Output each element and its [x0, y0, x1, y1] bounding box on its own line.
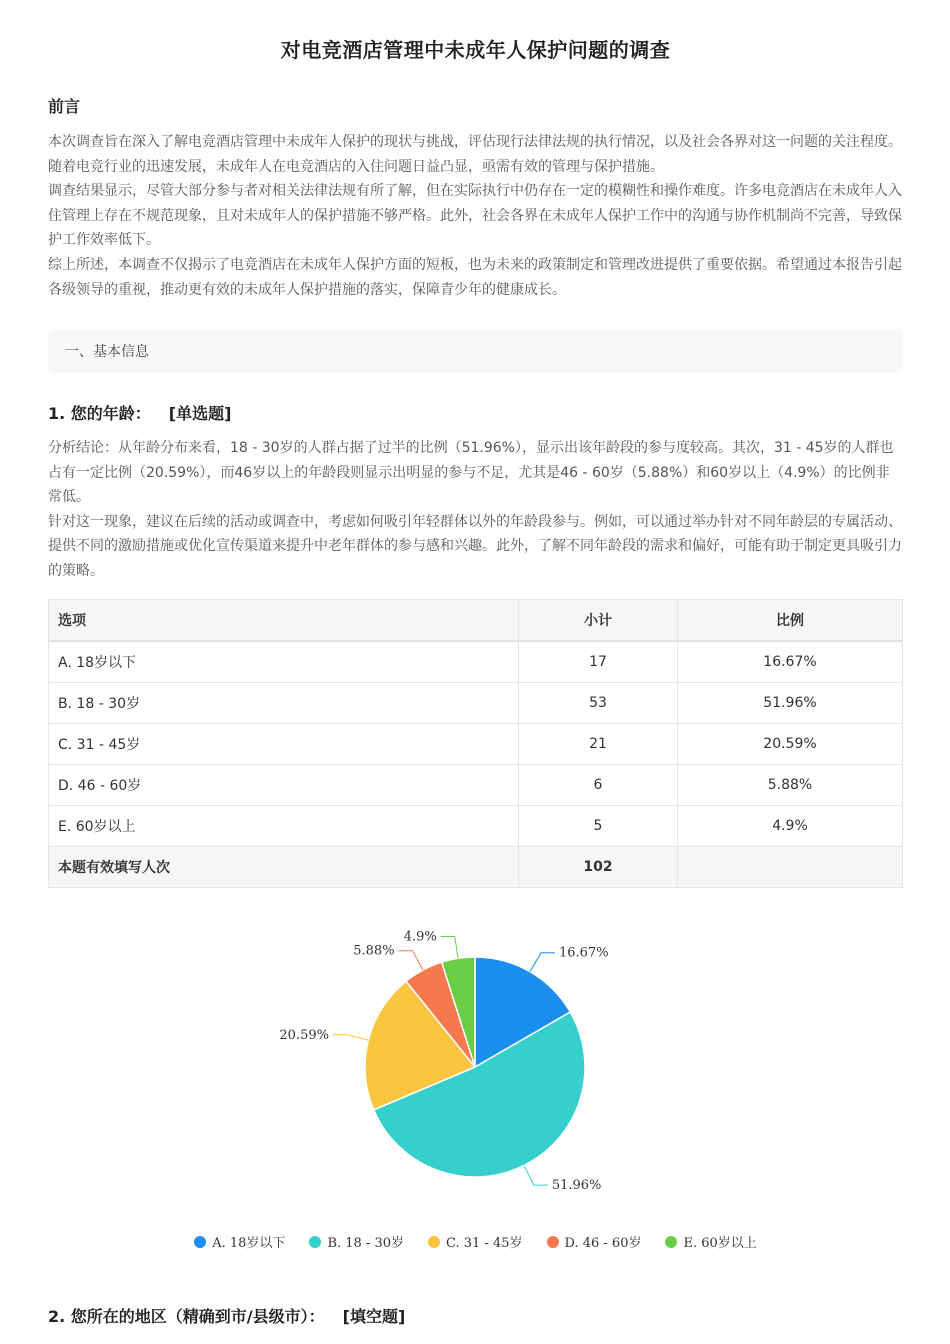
option-cell: B. 18 - 30岁	[49, 683, 519, 724]
legend-label: B. 18 - 30岁	[327, 1236, 404, 1251]
legend-swatch	[547, 1236, 559, 1248]
question-title-text: 1. 您的年龄：	[48, 404, 151, 423]
option-cell: A. 18岁以下	[49, 641, 519, 683]
section-title: 一、基本信息	[65, 344, 149, 360]
percent-cell: 16.67%	[678, 641, 903, 683]
option-cell: D. 46 - 60岁	[49, 765, 519, 806]
section-header-basic-info	[48, 329, 903, 373]
legend-item[interactable]	[428, 1232, 523, 1251]
preface-heading: 前言	[48, 97, 81, 116]
legend-label: A. 18岁以下	[212, 1236, 286, 1251]
legend-swatch	[194, 1236, 206, 1248]
percent-cell: 20.59%	[678, 724, 903, 765]
pie-data-label: 4.9%	[403, 929, 437, 945]
count-cell: 6	[519, 765, 678, 806]
legend-item[interactable]	[309, 1232, 404, 1251]
count-cell: 17	[519, 641, 678, 683]
preface-paragraph: 本次调查旨在深入了解电竞酒店管理中未成年人保护的现状与挑战，评估现行法律法规的执行情况，以及社会各界对这一问题的关注程度。随着电竞行业的迅速发展，未成年人在电竞酒店的入住问题日益凸显，亟需有效的管理与保护措施。	[48, 134, 902, 175]
question-1-analysis	[48, 436, 903, 584]
question-title-text: 2. 您所在的地区（精确到市/县级市）：	[48, 1307, 325, 1326]
table-row	[49, 806, 903, 847]
table-total-row	[49, 847, 903, 888]
pie-data-label: 16.67%	[559, 945, 609, 961]
option-cell: E. 60岁以上	[49, 806, 519, 847]
legend-swatch	[428, 1236, 440, 1248]
question-type: [单选题]	[168, 404, 232, 423]
option-cell: C. 31 - 45岁	[49, 724, 519, 765]
pie-data-label: 5.88%	[353, 943, 395, 959]
question-1-title	[48, 401, 231, 424]
pie-leader-line	[441, 937, 458, 959]
column-header-count: 小计	[519, 600, 678, 642]
pie-leader-line	[530, 953, 555, 972]
legend-item[interactable]	[547, 1232, 642, 1251]
pie-data-label: 51.96%	[551, 1178, 602, 1194]
table-row	[49, 765, 903, 806]
legend-swatch	[309, 1236, 321, 1248]
percent-cell: 51.96%	[678, 683, 903, 724]
question-2-title	[48, 1304, 405, 1327]
preface-paragraph: 调查结果显示，尽管大部分参与者对相关法律法规有所了解，但在实际执行中仍存在一定的模糊性和操作难度。许多电竞酒店在未成年人入住管理上存在不规范现象，且对未成年人的保护措施不够严格。此外，社会各界在未成年人保护工作中的沟通与协作机制尚不完善，导致保护工作效率低下。	[48, 183, 902, 249]
percent-cell: 5.88%	[678, 765, 903, 806]
question-type: [填空题]	[342, 1307, 406, 1326]
preface-text	[48, 130, 903, 302]
legend-swatch	[665, 1236, 677, 1248]
count-cell: 5	[519, 806, 678, 847]
column-header-option: 选项	[49, 600, 519, 642]
table-header-row	[49, 600, 903, 642]
total-value: 102	[519, 847, 678, 888]
document-title: 对电竞酒店管理中未成年人保护问题的调查	[280, 38, 671, 62]
preface-paragraph: 综上所述，本调查不仅揭示了电竞酒店在未成年人保护方面的短板，也为未来的政策制定和管理改进提供了重要依据。希望通过本报告引起各级领导的重视，推动更有效的未成年人保护措施的落实，保障青少年的健康成长。	[48, 256, 902, 298]
table-row	[49, 641, 903, 683]
legend-item[interactable]	[194, 1232, 285, 1251]
pie-leader-line	[333, 1035, 368, 1040]
table-row	[49, 683, 903, 724]
total-label: 本题有效填写人次	[49, 847, 519, 888]
legend-item[interactable]	[665, 1232, 756, 1251]
chart-legend	[48, 1232, 903, 1251]
analysis-paragraph: 针对这一现象，建议在后续的活动或调查中，考虑如何吸引年轻群体以外的年龄段参与。例如，可以通过举办针对不同年龄层的专属活动、提供不同的激励措施或优化宣传渠道来提升中老年群体的参与感和兴趣。此外，了解不同年龄段的需求和偏好，可能有助于制定更具吸引力的策略。	[48, 513, 902, 579]
table-row	[49, 724, 903, 765]
legend-label: E. 60岁以上	[683, 1236, 757, 1251]
question-1-table	[48, 599, 903, 888]
percent-cell: 4.9%	[678, 806, 903, 847]
legend-label: C. 31 - 45岁	[446, 1236, 523, 1251]
count-cell: 53	[519, 683, 678, 724]
total-empty-cell	[678, 847, 903, 888]
count-cell: 21	[519, 724, 678, 765]
pie-leader-line	[399, 951, 423, 970]
column-header-percent: 比例	[678, 600, 903, 642]
analysis-paragraph: 分析结论：从年龄分布来看，18 - 30岁的人群占据了过半的比例（51.96%），显示出该年龄段的参与度较高。其次，31 - 45岁的人群也占有一定比例（20.59%），而46岁以上的年龄段则显示出明显的参与不足，尤其是46 - 60岁（5.88%）和60岁以上（4.9%）的比例非常低。	[48, 440, 894, 506]
pie-leader-line	[524, 1165, 548, 1185]
pie-data-label: 20.59%	[279, 1027, 329, 1043]
legend-label: D. 46 - 60岁	[564, 1236, 642, 1251]
age-pie-chart	[48, 900, 903, 1225]
